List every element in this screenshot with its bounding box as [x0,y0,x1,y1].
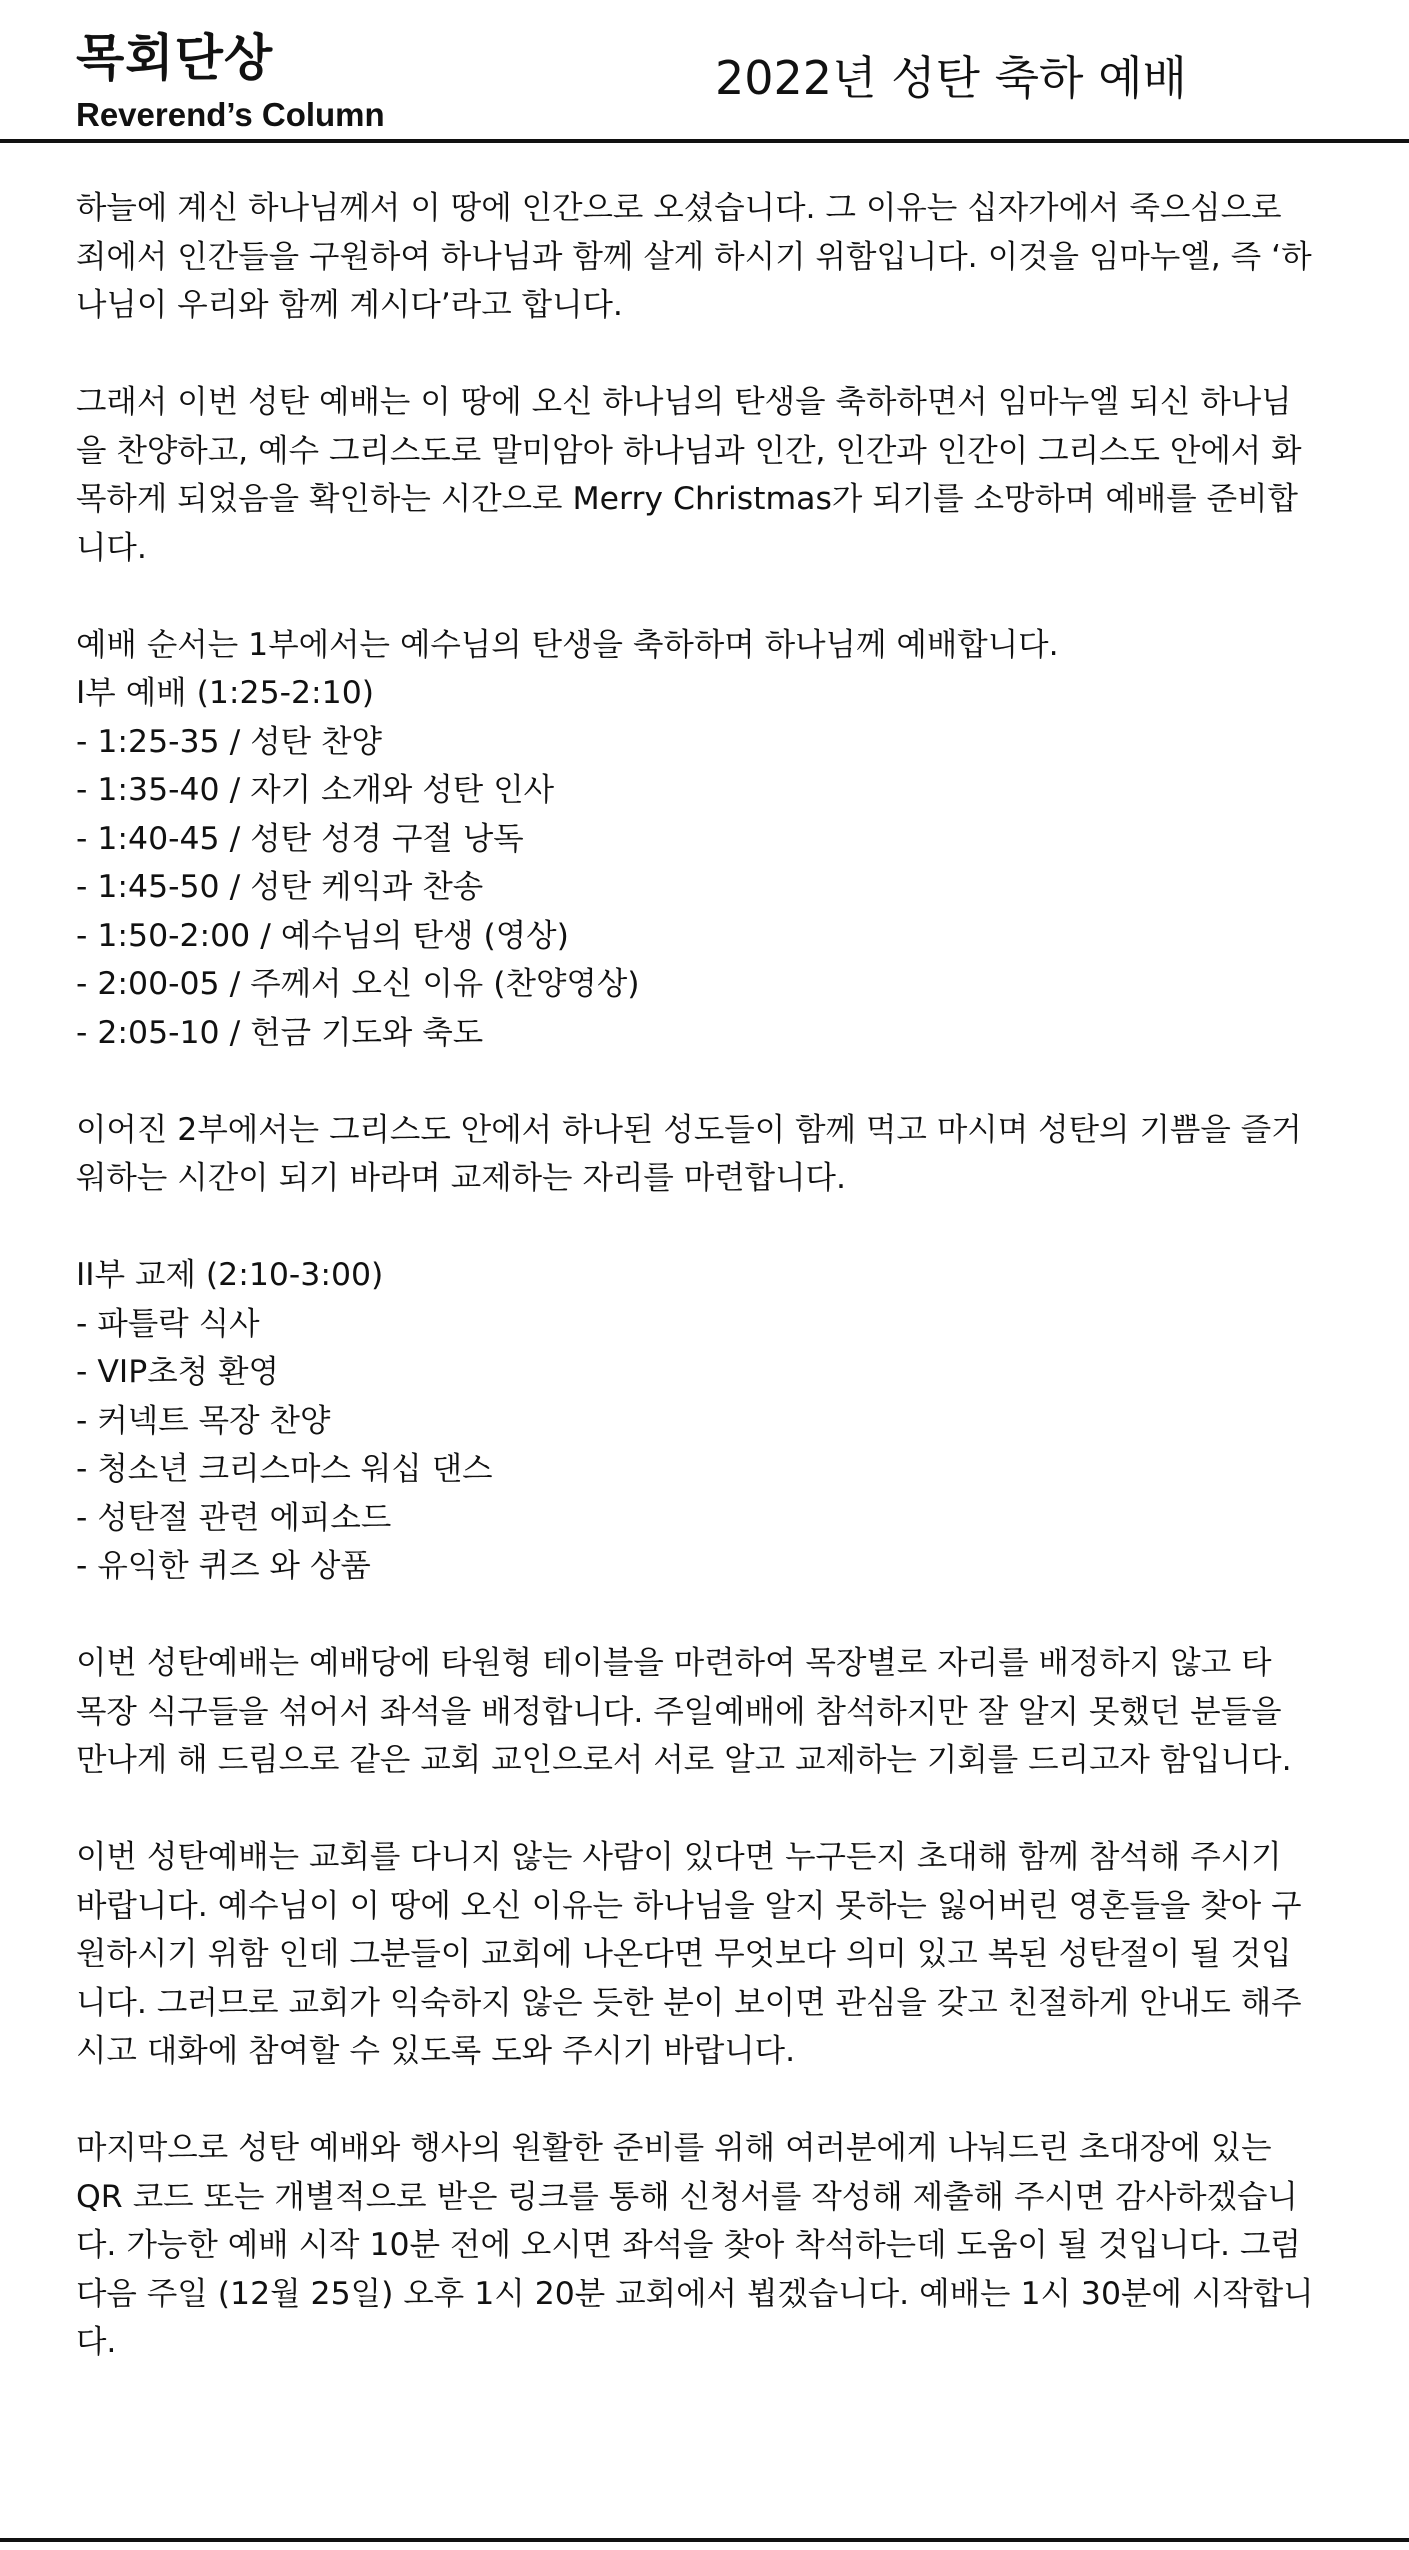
text-line: 시고 대화에 참여할 수 있도록 도와 주시기 바랍니다. [76,2033,796,2069]
part1-heading: I부 예배 (1:25-2:10) [76,675,375,711]
part2-heading: II부 교제 (2:10-3:00) [76,1257,384,1293]
text-line: 나님이 우리와 함께 계시다’라고 합니다. [76,287,623,323]
text-line: QR 코드 또는 개별적으로 받은 링크를 통해 신청서를 작성해 제출해 주시면 감사하겠습니 [76,2178,1298,2215]
text-line: 다음 주일 (12월 25일) 오후 1시 20분 교회에서 뵙겠습니다. 예배는 1시 30분에 시작합니 [76,2275,1314,2312]
schedule-item: - VIP초청 환영 [76,1354,279,1390]
schedule-item: - 1:25-35 / 성탄 찬양 [76,723,382,760]
paragraph-part2-intro [76,1106,1396,1203]
event-title: 2022년 성탄 축하 예배 [715,51,1187,105]
footer-divider [0,2538,1409,2542]
text-line: 이번 성탄예배는 예배당에 타원형 테이블을 마련하여 목장별로 자리를 배정하지 않고 타 [76,1645,1272,1681]
schedule-item: - 1:50-2:00 / 예수님의 탄생 (영상) [76,917,569,954]
part1-intro: 예배 순서는 1부에서는 예수님의 탄생을 축하하며 하나님께 예배합니다. [76,626,1059,663]
schedule-item: - 커넥트 목장 찬양 [76,1402,331,1439]
schedule-item: - 청소년 크리스마스 워십 댄스 [76,1451,493,1487]
text-line: 마지막으로 성탄 예배와 행사의 원활한 준비를 위해 여러분에게 나눠드린 초대장에 있는 [76,2130,1272,2166]
text-line: 목장 식구들을 섞어서 좌석을 배정합니다. 주일예배에 참석하지만 잘 알지 못했던 분들을 [76,1693,1282,1730]
text-line: 다. [76,2324,117,2360]
paragraph-intro [76,184,1396,330]
schedule-item: - 1:35-40 / 자기 소개와 성탄 인사 [76,772,555,808]
schedule-item: - 파틀락 식사 [76,1305,260,1342]
column-title: 목회단상 [76,29,274,87]
paragraph-purpose [76,378,1396,572]
paragraph-invitation [76,1833,1396,2076]
column-header [0,0,1409,142]
text-line: 이어진 2부에서는 그리스도 안에서 하나된 성도들이 함께 먹고 마시며 성탄의 기쁨을 즐거 [76,1111,1302,1148]
text-line: 그래서 이번 성탄 예배는 이 땅에 오신 하나님의 탄생을 축하하면서 임마누엘 되신 하나님 [76,384,1292,420]
text-line: 원하시기 위함 인데 그분들이 교회에 나온다면 무엇보다 의미 있고 복된 성탄절이 될 것입 [76,1936,1292,1972]
schedule-item: - 성탄절 관련 에피소드 [76,1499,392,1536]
column-body [76,184,1396,2415]
text-line: 만나게 해 드림으로 같은 교회 교인으로서 서로 알고 교제하는 기회를 드리고자 함입니다. [76,1742,1292,1778]
part2-schedule [76,1251,1396,1591]
paragraph-seating [76,1639,1396,1785]
text-line: 니다. 그러므로 교회가 익숙하지 않은 듯한 분이 보이면 관심을 갖고 친절하게 안내도 해주 [76,1984,1302,2021]
part1-schedule [76,621,1396,1058]
schedule-item: - 2:05-10 / 헌금 기도와 축도 [76,1014,484,1051]
text-line: 바랍니다. 예수님이 이 땅에 오신 이유는 하나님을 알지 못하는 잃어버린 영혼들을 찾아 구 [76,1887,1302,1924]
schedule-item: - 유익한 퀴즈 와 상품 [76,1548,371,1584]
text-line: 니다. [76,529,147,566]
text-line: 죄에서 인간들을 구원하여 하나님과 함께 살게 하시기 위함입니다. 이것을 임마누엘, 즉 ‘하 [76,238,1312,275]
text-line: 워하는 시간이 되기 바라며 교제하는 자리를 마련합니다. [76,1160,846,1196]
text-line: 을 찬양하고, 예수 그리스도로 말미암아 하나님과 인간, 인간과 인간이 그리스도 안에서 화 [76,432,1302,469]
column-subtitle: Reverend’s Column [76,96,385,133]
header-divider [0,139,1409,143]
text-line: 다. 가능한 예배 시작 10분 전에 오시면 좌석을 찾아 착석하는데 도움이 될 것입니다. 그럼 [76,2227,1301,2263]
schedule-item: - 1:40-45 / 성탄 성경 구절 낭독 [76,820,524,857]
text-line: 하늘에 계신 하나님께서 이 땅에 인간으로 오셨습니다. 그 이유는 십자가에서 죽으심으로 [76,190,1282,226]
schedule-item: - 2:00-05 / 주께서 오신 이유 (찬양영상) [76,966,640,1002]
text-line: 목하게 되었음을 확인하는 시간으로 Merry Christmas가 되기를 소망하며 예배를 준비합 [76,481,1298,517]
paragraph-closing [76,2124,1396,2367]
text-line: 이번 성탄예배는 교회를 다니지 않는 사람이 있다면 누구든지 초대해 함께 참석해 주시기 [76,1839,1282,1875]
schedule-item: - 1:45-50 / 성탄 케익과 찬송 [76,869,484,905]
